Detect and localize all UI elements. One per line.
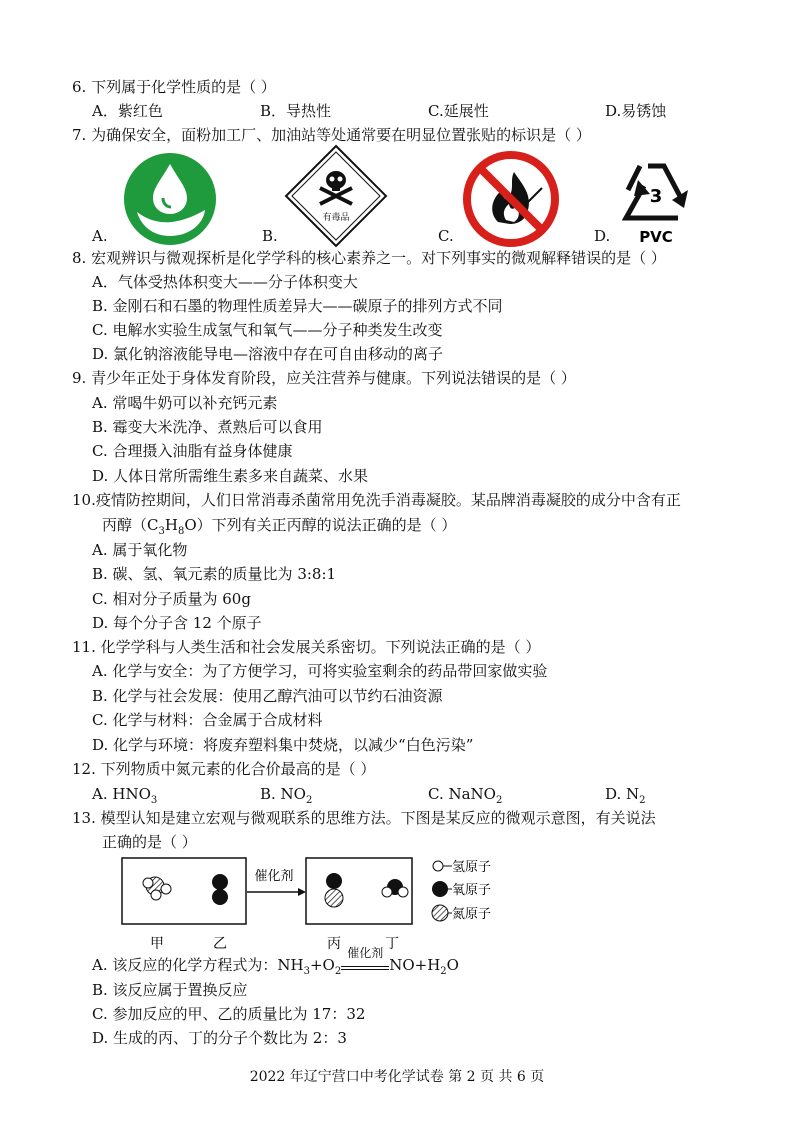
q11-option-a: A. 化学与安全：为了方便学习，可将实验室剩余的药品带回家做实验 <box>92 662 548 680</box>
q10-option-d: D. 每个分子含 12 个原子 <box>92 614 262 632</box>
legend-hydrogen: 氢原子 <box>452 860 492 875</box>
toxic-warning-icon <box>284 144 388 248</box>
q12-option-b: B. $NO_2$ <box>260 785 313 806</box>
q7-option-a: A. <box>92 227 108 245</box>
q6-stem: 6. 下列属于化学性质的是（ ） <box>72 78 276 96</box>
q10-stem-line2: 丙醇$(C_3H_8O)$下列有关正丙醇的说法正确的是（ ） <box>102 516 457 537</box>
no-fire-icon <box>462 150 560 248</box>
reaction-diagram <box>120 856 520 952</box>
q10-option-b: B. 碳、氢、氧元素的质量比为 3:8:1 <box>92 565 337 583</box>
q7-option-d: D. <box>594 227 611 245</box>
q10-option-c: C. 相对分子质量为 60g <box>92 590 251 608</box>
q12-option-d: D. $N_2$ <box>605 785 646 806</box>
legend-hydrogen-icon <box>433 861 443 871</box>
q12-option-c: C. NaNO$_2$ <box>428 785 503 806</box>
q8-option-a: A．气体受热体积变大——分子体积变大 <box>92 273 358 291</box>
q9-option-b: B. 霉变大米洗净、煮熟后可以食用 <box>92 418 323 436</box>
q7-stem: 7. 为确保安全，面粉加工厂、加油站等处通常要在明显位置张贴的标识是（ ） <box>72 126 591 144</box>
q9-option-c: C. 合理摄入油脂有益身体健康 <box>92 442 293 460</box>
q8-option-d: D. 氯化钠溶液能导电—溶液中存在可自由移动的离子 <box>92 345 444 363</box>
q9-option-a: A. 常喝牛奶可以补充钙元素 <box>92 394 278 412</box>
q12-stem: 12. 下列物质中氮元素的化合价最高的是（ ） <box>72 760 376 778</box>
toxic-label: 有毒品 <box>322 213 350 223</box>
q6-option-d: D.易锈蚀 <box>605 102 667 120</box>
q13-option-a: A. 该反应的化学方程式为：$NH_3+O_2$ 催化剂 $NO+H_2O$ <box>92 946 459 977</box>
q8-option-b: B. 金刚石和石墨的物理性质差异大——碳原子的排列方式不同 <box>92 297 503 315</box>
reactant-box <box>122 858 246 924</box>
label-yi: 乙 <box>213 936 227 952</box>
q10-stem-line1: 10.疫情防控期间，人们日常消毒杀菌常用免洗手消毒凝胶。某品牌消毒凝胶的成分中含有正 <box>72 491 681 509</box>
q11-option-d: D. 化学与环境：将废弃塑料集中焚烧，以减少“白色污染” <box>92 736 474 754</box>
q6-option-b: B．导热性 <box>260 102 332 120</box>
q13-stem-line1: 13. 模型认知是建立宏观与微观联系的思维方法。下图是某反应的微观示意图，有关说法 <box>72 809 656 827</box>
q13-option-d: D. 生成的丙、丁的分子个数比为 2：3 <box>92 1029 347 1047</box>
q8-option-c: C. 电解水实验生成氢气和氧气——分子种类发生改变 <box>92 321 443 339</box>
q7-option-b: B. <box>262 227 278 245</box>
q7-option-c: C. <box>438 227 454 245</box>
q9-option-d: D. 人体日常所需维生素多来自蔬菜、水果 <box>92 467 369 485</box>
pvc-recycle-icon <box>618 156 694 246</box>
catalyst-label: 催化剂 <box>254 869 294 884</box>
q13-stem-line2: 正确的是（ ） <box>102 833 197 851</box>
reaction-condition: 催化剂 <box>341 957 389 970</box>
label-ding: 丁 <box>385 936 399 952</box>
q9-stem: 9. 青少年正处于身体发育阶段，应关注营养与健康。下列说法错误的是（ ） <box>72 369 576 387</box>
water-saving-icon <box>123 152 217 246</box>
q6-option-c: C.延展性 <box>428 102 489 120</box>
q11-option-c: C. 化学与材料：合金属于合成材料 <box>92 711 323 729</box>
q13-option-c: C. 参加反应的甲、乙的质量比为 17：32 <box>92 1005 366 1023</box>
label-bing: 丙 <box>327 936 341 952</box>
recycle-number: 3 <box>649 186 663 207</box>
legend-nitrogen: 氮原子 <box>452 907 492 922</box>
legend-nitrogen-icon <box>432 905 448 921</box>
q6-option-a: A．紫红色 <box>92 102 163 120</box>
q8-stem: 8. 宏观辨识与微观探析是化学学科的核心素养之一。对下列事实的微观解释错误的是（ ） <box>72 249 666 267</box>
q10-option-a: A. 属于氧化物 <box>92 541 188 559</box>
legend-oxygen-icon <box>432 881 448 897</box>
recycle-label: PVC <box>639 228 673 246</box>
page-footer: 2022 年辽宁营口中考化学试卷 第 2 页 共 6 页 <box>249 1069 545 1085</box>
q13-option-b: B. 该反应属于置换反应 <box>92 981 248 999</box>
label-jia: 甲 <box>150 936 164 952</box>
q11-option-b: B. 化学与社会发展：使用乙醇汽油可以节约石油资源 <box>92 687 443 705</box>
q11-stem: 11. 化学学科与人类生活和社会发展关系密切。下列说法正确的是（ ） <box>72 638 541 656</box>
legend-oxygen: 氧原子 <box>452 883 492 898</box>
q12-option-a: A. $HNO_3$ <box>92 785 158 806</box>
